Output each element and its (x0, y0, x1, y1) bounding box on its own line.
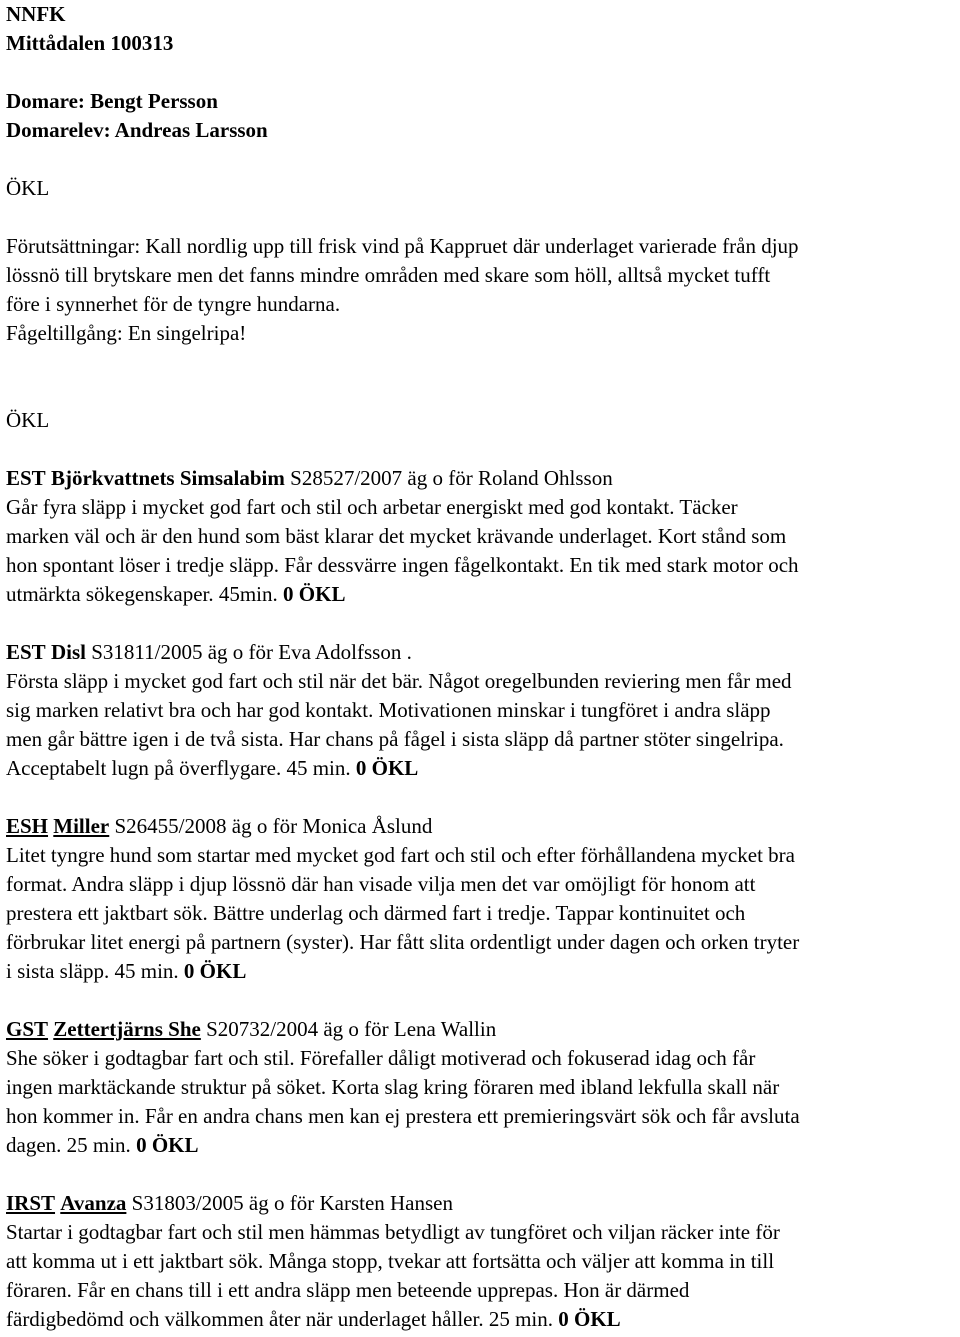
critique-line: sig marken relativt bra och har god kontakt. Motivationen minskar i tungföret i andra släpp (6, 698, 771, 722)
dog-breed: EST (6, 640, 46, 664)
critique-line: föraren. Får en chans till i ett andra släpp men beteende upprepas. Hon är därmed (6, 1278, 690, 1302)
judge-trainee-name: Domarelev: Andreas Larsson (6, 118, 268, 142)
critique-text: utmärkta sökegenskaper. 45min. (6, 582, 278, 606)
class-label: ÖKL (6, 176, 50, 200)
dog-result: 0 ÖKL (183, 959, 247, 983)
conditions-paragraph (6, 232, 954, 348)
critique-line: hon kommer in. Får en andra chans men kan ej prestera ett premieringsvärt sök och får avsluta (6, 1104, 800, 1128)
dog-breed: ESH (6, 814, 49, 838)
critique-line: ingen marktäckande struktur på söket. Korta slag kring föraren med ibland lekfulla skall när (6, 1075, 780, 1099)
dog-title (6, 812, 954, 841)
dog-breed: GST (6, 1017, 49, 1041)
dog-name: Björkvattnets Simsalabim (50, 466, 285, 490)
dog-name: Zettertjärns She (53, 1017, 201, 1041)
critique-line: förbrukar litet energi på partnern (syster). Har fått slita ordentligt under dagen och orken tryter (6, 930, 800, 954)
dog-name: Disl (50, 640, 86, 664)
dog-registration: S31811/2005 äg o för Eva Adolfsson . (91, 640, 412, 664)
conditions-line: före i synnerhet för de tyngre hundarna. (6, 292, 341, 316)
dog-entry (6, 464, 954, 609)
critique-text: Acceptabelt lugn på överflygare. 45 min. (6, 756, 351, 780)
dog-title (6, 638, 954, 667)
critique-line: att komma ut i ett jaktbart sök. Många stopp, tvekar att fortsätta och väljer att komma in till (6, 1249, 775, 1273)
critique-line: She söker i godtagbar fart och stil. Förefaller dåligt motiverad och fokuserad idag och får (6, 1046, 756, 1070)
dog-result: 0 ÖKL (283, 582, 346, 606)
dog-title (6, 1189, 954, 1218)
critique-line: men går bättre igen i de två sista. Har chans på fågel i sista släpp då partner stöter singelripa. (6, 727, 784, 751)
club-name: NNFK (6, 2, 66, 26)
dog-entry (6, 1189, 954, 1334)
critique-line (6, 957, 954, 986)
critique-line: Litet tyngre hund som startar med mycket god fart och stil och efter förhållandena mycket bra (6, 843, 795, 867)
dog-registration: S28527/2007 äg o för Roland Ohlsson (290, 466, 613, 490)
critique-line: Första släpp i mycket god fart och stil när det bär. Något oregelbunden reviering men får med (6, 669, 792, 693)
critique-line: marken väl och är den hund som bäst klarar det mycket krävande underlaget. Kort stånd som (6, 524, 787, 548)
event-title: Mittådalen 100313 (6, 31, 174, 55)
critique-line: hon spontant löser i tredje släpp. Får dessvärre ingen fågelkontakt. En tik med stark motor och (6, 553, 799, 577)
critique-line (6, 1131, 954, 1160)
dog-registration: S26455/2008 äg o för Monica Åslund (114, 814, 433, 838)
bird-availability: Fågeltillgång: En singelripa! (6, 321, 247, 345)
critique-line (6, 580, 954, 609)
dog-breed: IRST (6, 1191, 56, 1215)
critique-line (6, 754, 954, 783)
dog-entry (6, 812, 954, 986)
dog-title (6, 464, 954, 493)
dog-name: Miller (53, 814, 110, 838)
critique-text: dagen. 25 min. (6, 1133, 131, 1157)
dog-name: Avanza (60, 1191, 127, 1215)
critique-line: prestera ett jaktbart sök. Bättre underlag och därmed fart i tredje. Tappar kontinuitet och (6, 901, 746, 925)
conditions-line: Förutsättningar: Kall nordlig upp till frisk vind på Kappruet där underlaget varierade från djup (6, 234, 799, 258)
class-label: ÖKL (6, 408, 50, 432)
critique-line: format. Andra släpp i djup lössnö där han visade vilja men det var omöjligt för honom att (6, 872, 756, 896)
critique-text: i sista släpp. 45 min. (6, 959, 179, 983)
header-block (6, 0, 954, 145)
critique-line: Går fyra släpp i mycket god fart och stil och arbetar energiskt med god kontakt. Täcker (6, 495, 738, 519)
dog-entry (6, 1015, 954, 1160)
judge-name: Domare: Bengt Persson (6, 89, 218, 113)
dog-title (6, 1015, 954, 1044)
critique-line: Startar i godtagbar fart och stil men hämmas betydligt av tungföret och viljan räcker inte för (6, 1220, 780, 1244)
dog-registration: S31803/2005 äg o för Karsten Hansen (131, 1191, 453, 1215)
critique-text: färdigbedömd och välkommen åter när underlaget håller. 25 min. (6, 1307, 553, 1331)
conditions-line: lössnö till brytskare men det fanns mindre områden med skare som höll, alltså mycket tufft (6, 263, 771, 287)
dog-breed: EST (6, 466, 46, 490)
dog-result: 0 ÖKL (558, 1307, 621, 1331)
dog-result: 0 ÖKL (136, 1133, 199, 1157)
dog-registration: S20732/2004 äg o för Lena Wallin (206, 1017, 497, 1041)
critique-line (6, 1305, 954, 1334)
dog-entry (6, 638, 954, 783)
dog-result: 0 ÖKL (355, 756, 419, 780)
